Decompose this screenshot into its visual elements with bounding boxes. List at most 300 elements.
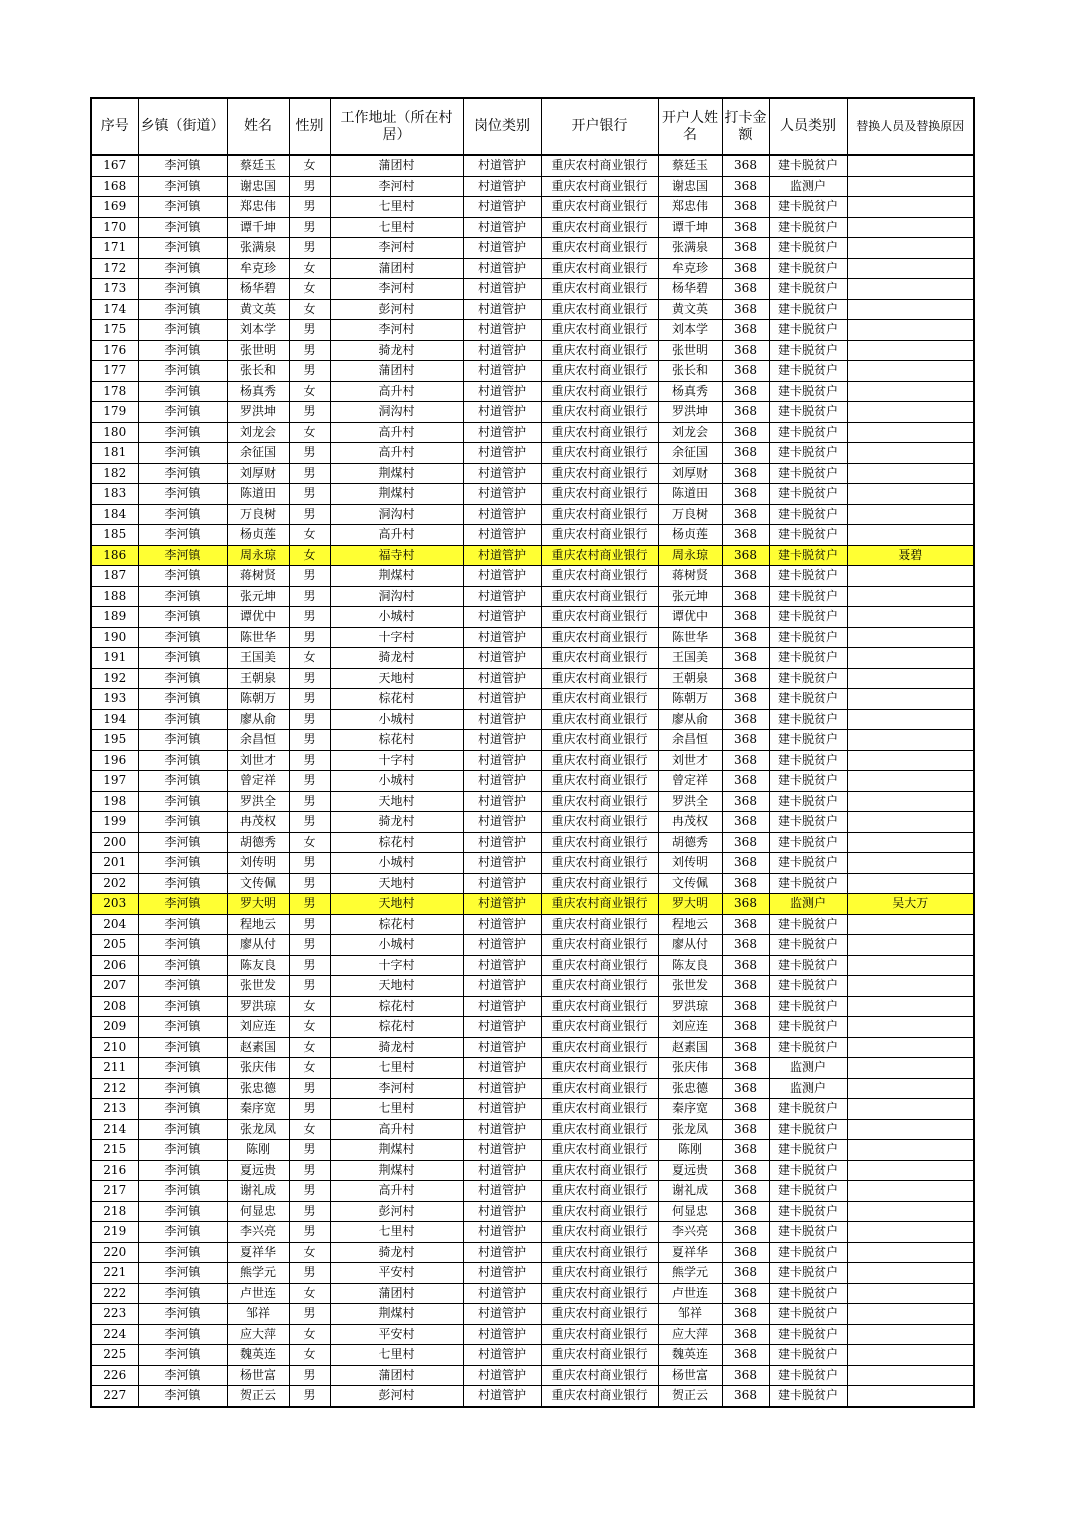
cell-type: 监测户 <box>769 894 847 915</box>
cell-holder: 夏远贵 <box>658 1160 722 1181</box>
cell-type: 监测户 <box>769 176 847 197</box>
cell-village: 蒲团村 <box>330 1283 463 1304</box>
cell-no: 207 <box>91 976 138 997</box>
cell-name: 胡德秀 <box>227 832 289 853</box>
cell-village: 李河村 <box>330 320 463 341</box>
table-row <box>91 689 974 710</box>
cell-holder: 陈道田 <box>658 484 722 505</box>
cell-post: 村道管护 <box>463 709 541 730</box>
cell-amount: 368 <box>722 955 769 976</box>
cell-amount: 368 <box>722 484 769 505</box>
cell-name: 刘厚财 <box>227 463 289 484</box>
cell-type: 建卡脱贫户 <box>769 873 847 894</box>
cell-town: 李河镇 <box>138 894 227 915</box>
table-row <box>91 873 974 894</box>
cell-bank: 重庆农村商业银行 <box>541 299 658 320</box>
table-row <box>91 566 974 587</box>
table-row <box>91 1324 974 1345</box>
cell-post: 村道管护 <box>463 1222 541 1243</box>
cell-type: 建卡脱贫户 <box>769 197 847 218</box>
cell-replace <box>847 258 974 279</box>
cell-sex: 男 <box>289 750 330 771</box>
cell-bank: 重庆农村商业银行 <box>541 955 658 976</box>
cell-replace: 吴大万 <box>847 894 974 915</box>
cell-amount: 368 <box>722 361 769 382</box>
cell-name: 杨世富 <box>227 1365 289 1386</box>
cell-name: 万良树 <box>227 504 289 525</box>
cell-no: 202 <box>91 873 138 894</box>
cell-post: 村道管护 <box>463 1263 541 1284</box>
cell-village: 骑龙村 <box>330 648 463 669</box>
cell-holder: 廖从付 <box>658 935 722 956</box>
cell-sex: 男 <box>289 955 330 976</box>
cell-post: 村道管护 <box>463 586 541 607</box>
table-row <box>91 1078 974 1099</box>
cell-village: 七里村 <box>330 1099 463 1120</box>
cell-amount: 368 <box>722 894 769 915</box>
cell-no: 190 <box>91 627 138 648</box>
table-row <box>91 1119 974 1140</box>
cell-amount: 368 <box>722 443 769 464</box>
cell-sex: 男 <box>289 894 330 915</box>
cell-town: 李河镇 <box>138 709 227 730</box>
cell-bank: 重庆农村商业银行 <box>541 1304 658 1325</box>
cell-bank: 重庆农村商业银行 <box>541 340 658 361</box>
cell-name: 牟克珍 <box>227 258 289 279</box>
cell-type: 建卡脱贫户 <box>769 853 847 874</box>
cell-replace <box>847 750 974 771</box>
cell-bank: 重庆农村商业银行 <box>541 853 658 874</box>
cell-village: 彭河村 <box>330 299 463 320</box>
cell-name: 蔡廷玉 <box>227 155 289 176</box>
col-header-no: 序号 <box>91 98 138 155</box>
cell-name: 刘传明 <box>227 853 289 874</box>
cell-town: 李河镇 <box>138 279 227 300</box>
cell-post: 村道管护 <box>463 750 541 771</box>
cell-town: 李河镇 <box>138 853 227 874</box>
table-row <box>91 525 974 546</box>
cell-bank: 重庆农村商业银行 <box>541 750 658 771</box>
cell-village: 李河村 <box>330 238 463 259</box>
cell-sex: 男 <box>289 402 330 423</box>
cell-name: 张满泉 <box>227 238 289 259</box>
cell-type: 建卡脱贫户 <box>769 566 847 587</box>
cell-name: 谭千坤 <box>227 217 289 238</box>
cell-replace <box>847 279 974 300</box>
cell-no: 189 <box>91 607 138 628</box>
cell-village: 彭河村 <box>330 1386 463 1407</box>
cell-village: 天地村 <box>330 894 463 915</box>
cell-village: 高升村 <box>330 443 463 464</box>
cell-no: 169 <box>91 197 138 218</box>
table-row <box>91 914 974 935</box>
cell-type: 建卡脱贫户 <box>769 1304 847 1325</box>
cell-town: 李河镇 <box>138 238 227 259</box>
cell-sex: 女 <box>289 299 330 320</box>
cell-village: 蒲团村 <box>330 258 463 279</box>
cell-bank: 重庆农村商业银行 <box>541 361 658 382</box>
cell-amount: 368 <box>722 1201 769 1222</box>
cell-no: 194 <box>91 709 138 730</box>
cell-town: 李河镇 <box>138 586 227 607</box>
cell-town: 李河镇 <box>138 832 227 853</box>
cell-bank: 重庆农村商业银行 <box>541 648 658 669</box>
cell-type: 建卡脱贫户 <box>769 607 847 628</box>
cell-bank: 重庆农村商业银行 <box>541 832 658 853</box>
cell-replace <box>847 853 974 874</box>
cell-replace <box>847 1037 974 1058</box>
table-row <box>91 648 974 669</box>
cell-bank: 重庆农村商业银行 <box>541 1181 658 1202</box>
cell-village: 高升村 <box>330 1181 463 1202</box>
cell-name: 陈世华 <box>227 627 289 648</box>
cell-amount: 368 <box>722 1222 769 1243</box>
cell-sex: 男 <box>289 238 330 259</box>
cell-no: 178 <box>91 381 138 402</box>
cell-amount: 368 <box>722 935 769 956</box>
cell-post: 村道管护 <box>463 832 541 853</box>
cell-holder: 谢礼成 <box>658 1181 722 1202</box>
cell-type: 建卡脱贫户 <box>769 525 847 546</box>
cell-name: 谢礼成 <box>227 1181 289 1202</box>
table-row <box>91 1181 974 1202</box>
cell-name: 郑忠伟 <box>227 197 289 218</box>
cell-town: 李河镇 <box>138 791 227 812</box>
cell-post: 村道管护 <box>463 627 541 648</box>
cell-sex: 男 <box>289 730 330 751</box>
cell-village: 荆煤村 <box>330 463 463 484</box>
header-row <box>91 98 974 155</box>
cell-type: 建卡脱贫户 <box>769 1181 847 1202</box>
cell-holder: 杨华碧 <box>658 279 722 300</box>
cell-replace <box>847 996 974 1017</box>
cell-no: 206 <box>91 955 138 976</box>
cell-post: 村道管护 <box>463 566 541 587</box>
cell-bank: 重庆农村商业银行 <box>541 812 658 833</box>
cell-name: 魏英连 <box>227 1345 289 1366</box>
cell-town: 李河镇 <box>138 258 227 279</box>
cell-town: 李河镇 <box>138 566 227 587</box>
cell-holder: 曾定祥 <box>658 771 722 792</box>
cell-holder: 何显忠 <box>658 1201 722 1222</box>
cell-holder: 秦序宽 <box>658 1099 722 1120</box>
cell-no: 211 <box>91 1058 138 1079</box>
cell-town: 李河镇 <box>138 1345 227 1366</box>
cell-type: 建卡脱贫户 <box>769 648 847 669</box>
cell-post: 村道管护 <box>463 320 541 341</box>
cell-sex: 男 <box>289 1160 330 1181</box>
table-row <box>91 1160 974 1181</box>
cell-no: 176 <box>91 340 138 361</box>
cell-amount: 368 <box>722 996 769 1017</box>
cell-town: 李河镇 <box>138 955 227 976</box>
cell-holder: 赵素国 <box>658 1037 722 1058</box>
cell-no: 217 <box>91 1181 138 1202</box>
cell-post: 村道管护 <box>463 955 541 976</box>
cell-holder: 王朝泉 <box>658 668 722 689</box>
table-row <box>91 996 974 1017</box>
table-row <box>91 894 974 915</box>
cell-sex: 男 <box>289 463 330 484</box>
cell-holder: 文传佩 <box>658 873 722 894</box>
cell-holder: 张满泉 <box>658 238 722 259</box>
cell-town: 李河镇 <box>138 1119 227 1140</box>
cell-town: 李河镇 <box>138 525 227 546</box>
cell-bank: 重庆农村商业银行 <box>541 873 658 894</box>
cell-amount: 368 <box>722 873 769 894</box>
cell-village: 十字村 <box>330 750 463 771</box>
cell-holder: 廖从俞 <box>658 709 722 730</box>
cell-post: 村道管护 <box>463 648 541 669</box>
cell-town: 李河镇 <box>138 1181 227 1202</box>
table-row <box>91 299 974 320</box>
cell-town: 李河镇 <box>138 545 227 566</box>
cell-town: 李河镇 <box>138 443 227 464</box>
cell-town: 李河镇 <box>138 504 227 525</box>
cell-sex: 女 <box>289 996 330 1017</box>
cell-name: 罗洪全 <box>227 791 289 812</box>
cell-no: 213 <box>91 1099 138 1120</box>
cell-replace <box>847 935 974 956</box>
cell-village: 小城村 <box>330 935 463 956</box>
cell-no: 181 <box>91 443 138 464</box>
cell-village: 棕花村 <box>330 730 463 751</box>
cell-bank: 重庆农村商业银行 <box>541 155 658 176</box>
cell-post: 村道管护 <box>463 976 541 997</box>
cell-amount: 368 <box>722 812 769 833</box>
cell-sex: 男 <box>289 1263 330 1284</box>
table-row <box>91 320 974 341</box>
cell-type: 建卡脱贫户 <box>769 935 847 956</box>
cell-type: 建卡脱贫户 <box>769 750 847 771</box>
cell-post: 村道管护 <box>463 1181 541 1202</box>
cell-amount: 368 <box>722 1160 769 1181</box>
cell-village: 高升村 <box>330 1119 463 1140</box>
cell-bank: 重庆农村商业银行 <box>541 1160 658 1181</box>
cell-bank: 重庆农村商业银行 <box>541 668 658 689</box>
cell-replace <box>847 607 974 628</box>
cell-amount: 368 <box>722 1324 769 1345</box>
cell-post: 村道管护 <box>463 525 541 546</box>
cell-type: 建卡脱贫户 <box>769 668 847 689</box>
cell-village: 洞沟村 <box>330 504 463 525</box>
cell-post: 村道管护 <box>463 381 541 402</box>
cell-village: 十字村 <box>330 627 463 648</box>
cell-no: 193 <box>91 689 138 710</box>
table-row <box>91 545 974 566</box>
cell-village: 荆煤村 <box>330 1140 463 1161</box>
cell-town: 李河镇 <box>138 422 227 443</box>
cell-bank: 重庆农村商业银行 <box>541 1037 658 1058</box>
cell-town: 李河镇 <box>138 1283 227 1304</box>
cell-bank: 重庆农村商业银行 <box>541 1078 658 1099</box>
cell-name: 程地云 <box>227 914 289 935</box>
cell-holder: 万良树 <box>658 504 722 525</box>
cell-no: 220 <box>91 1242 138 1263</box>
cell-bank: 重庆农村商业银行 <box>541 1242 658 1263</box>
cell-post: 村道管护 <box>463 299 541 320</box>
cell-sex: 男 <box>289 935 330 956</box>
cell-post: 村道管护 <box>463 1201 541 1222</box>
cell-type: 建卡脱贫户 <box>769 155 847 176</box>
col-header-post: 岗位类别 <box>463 98 541 155</box>
cell-sex: 女 <box>289 279 330 300</box>
cell-post: 村道管护 <box>463 1037 541 1058</box>
cell-no: 168 <box>91 176 138 197</box>
table-row <box>91 1017 974 1038</box>
cell-post: 村道管护 <box>463 791 541 812</box>
cell-sex: 女 <box>289 648 330 669</box>
cell-holder: 刘厚财 <box>658 463 722 484</box>
cell-sex: 男 <box>289 566 330 587</box>
cell-amount: 368 <box>722 771 769 792</box>
cell-town: 李河镇 <box>138 299 227 320</box>
cell-type: 建卡脱贫户 <box>769 709 847 730</box>
cell-sex: 女 <box>289 1058 330 1079</box>
cell-holder: 熊学元 <box>658 1263 722 1284</box>
cell-town: 李河镇 <box>138 340 227 361</box>
cell-name: 刘龙会 <box>227 422 289 443</box>
cell-post: 村道管护 <box>463 155 541 176</box>
table-row <box>91 853 974 874</box>
cell-sex: 男 <box>289 197 330 218</box>
table-row <box>91 976 974 997</box>
cell-village: 蒲团村 <box>330 1365 463 1386</box>
cell-post: 村道管护 <box>463 1283 541 1304</box>
cell-replace <box>847 689 974 710</box>
cell-post: 村道管护 <box>463 607 541 628</box>
cell-no: 227 <box>91 1386 138 1407</box>
cell-post: 村道管护 <box>463 402 541 423</box>
cell-town: 李河镇 <box>138 873 227 894</box>
cell-no: 180 <box>91 422 138 443</box>
cell-holder: 卢世连 <box>658 1283 722 1304</box>
cell-name: 王朝泉 <box>227 668 289 689</box>
cell-village: 高升村 <box>330 381 463 402</box>
cell-no: 201 <box>91 853 138 874</box>
cell-name: 黄文英 <box>227 299 289 320</box>
cell-holder: 夏祥华 <box>658 1242 722 1263</box>
cell-replace <box>847 217 974 238</box>
cell-no: 187 <box>91 566 138 587</box>
cell-bank: 重庆农村商业银行 <box>541 1324 658 1345</box>
cell-type: 建卡脱贫户 <box>769 320 847 341</box>
cell-village: 骑龙村 <box>330 812 463 833</box>
cell-holder: 刘龙会 <box>658 422 722 443</box>
cell-village: 荆煤村 <box>330 1304 463 1325</box>
cell-name: 夏祥华 <box>227 1242 289 1263</box>
cell-replace <box>847 340 974 361</box>
cell-post: 村道管护 <box>463 1345 541 1366</box>
cell-bank: 重庆农村商业银行 <box>541 176 658 197</box>
cell-post: 村道管护 <box>463 279 541 300</box>
cell-sex: 男 <box>289 217 330 238</box>
cell-no: 183 <box>91 484 138 505</box>
cell-village: 棕花村 <box>330 914 463 935</box>
cell-no: 182 <box>91 463 138 484</box>
cell-town: 李河镇 <box>138 668 227 689</box>
cell-sex: 男 <box>289 1304 330 1325</box>
table-row <box>91 832 974 853</box>
cell-bank: 重庆农村商业银行 <box>541 1017 658 1038</box>
cell-bank: 重庆农村商业银行 <box>541 258 658 279</box>
cell-holder: 郑忠伟 <box>658 197 722 218</box>
cell-replace <box>847 1345 974 1366</box>
cell-town: 李河镇 <box>138 689 227 710</box>
cell-name: 何显忠 <box>227 1201 289 1222</box>
cell-replace <box>847 238 974 259</box>
cell-holder: 陈朝万 <box>658 689 722 710</box>
cell-type: 建卡脱贫户 <box>769 1365 847 1386</box>
cell-replace <box>847 443 974 464</box>
cell-name: 文传佩 <box>227 873 289 894</box>
cell-sex: 男 <box>289 176 330 197</box>
cell-holder: 蒋树贤 <box>658 566 722 587</box>
cell-no: 171 <box>91 238 138 259</box>
cell-name: 邹祥 <box>227 1304 289 1325</box>
cell-no: 196 <box>91 750 138 771</box>
cell-bank: 重庆农村商业银行 <box>541 484 658 505</box>
table-row <box>91 197 974 218</box>
cell-post: 村道管护 <box>463 996 541 1017</box>
cell-bank: 重庆农村商业银行 <box>541 279 658 300</box>
cell-no: 223 <box>91 1304 138 1325</box>
cell-village: 李河村 <box>330 279 463 300</box>
cell-post: 村道管护 <box>463 1099 541 1120</box>
table-row <box>91 586 974 607</box>
cell-sex: 女 <box>289 1037 330 1058</box>
cell-replace <box>847 586 974 607</box>
cell-amount: 368 <box>722 668 769 689</box>
cell-bank: 重庆农村商业银行 <box>541 463 658 484</box>
cell-replace <box>847 1099 974 1120</box>
cell-name: 应大萍 <box>227 1324 289 1345</box>
cell-post: 村道管护 <box>463 1078 541 1099</box>
cell-sex: 女 <box>289 258 330 279</box>
cell-town: 李河镇 <box>138 627 227 648</box>
cell-type: 建卡脱贫户 <box>769 832 847 853</box>
cell-name: 张长和 <box>227 361 289 382</box>
cell-village: 小城村 <box>330 853 463 874</box>
cell-town: 李河镇 <box>138 1201 227 1222</box>
cell-bank: 重庆农村商业银行 <box>541 771 658 792</box>
cell-sex: 男 <box>289 914 330 935</box>
cell-type: 建卡脱贫户 <box>769 627 847 648</box>
cell-type: 建卡脱贫户 <box>769 1263 847 1284</box>
table-row <box>91 443 974 464</box>
cell-replace <box>847 1017 974 1038</box>
cell-bank: 重庆农村商业银行 <box>541 730 658 751</box>
cell-town: 李河镇 <box>138 361 227 382</box>
cell-type: 建卡脱贫户 <box>769 238 847 259</box>
cell-sex: 男 <box>289 443 330 464</box>
table-row <box>91 668 974 689</box>
cell-village: 七里村 <box>330 1058 463 1079</box>
cell-type: 建卡脱贫户 <box>769 791 847 812</box>
cell-post: 村道管护 <box>463 935 541 956</box>
cell-amount: 368 <box>722 545 769 566</box>
cell-post: 村道管护 <box>463 914 541 935</box>
cell-replace <box>847 771 974 792</box>
cell-type: 建卡脱贫户 <box>769 914 847 935</box>
cell-no: 179 <box>91 402 138 423</box>
cell-town: 李河镇 <box>138 1078 227 1099</box>
cell-town: 李河镇 <box>138 1037 227 1058</box>
cell-amount: 368 <box>722 1242 769 1263</box>
cell-post: 村道管护 <box>463 894 541 915</box>
cell-town: 李河镇 <box>138 1140 227 1161</box>
cell-holder: 蔡廷玉 <box>658 155 722 176</box>
